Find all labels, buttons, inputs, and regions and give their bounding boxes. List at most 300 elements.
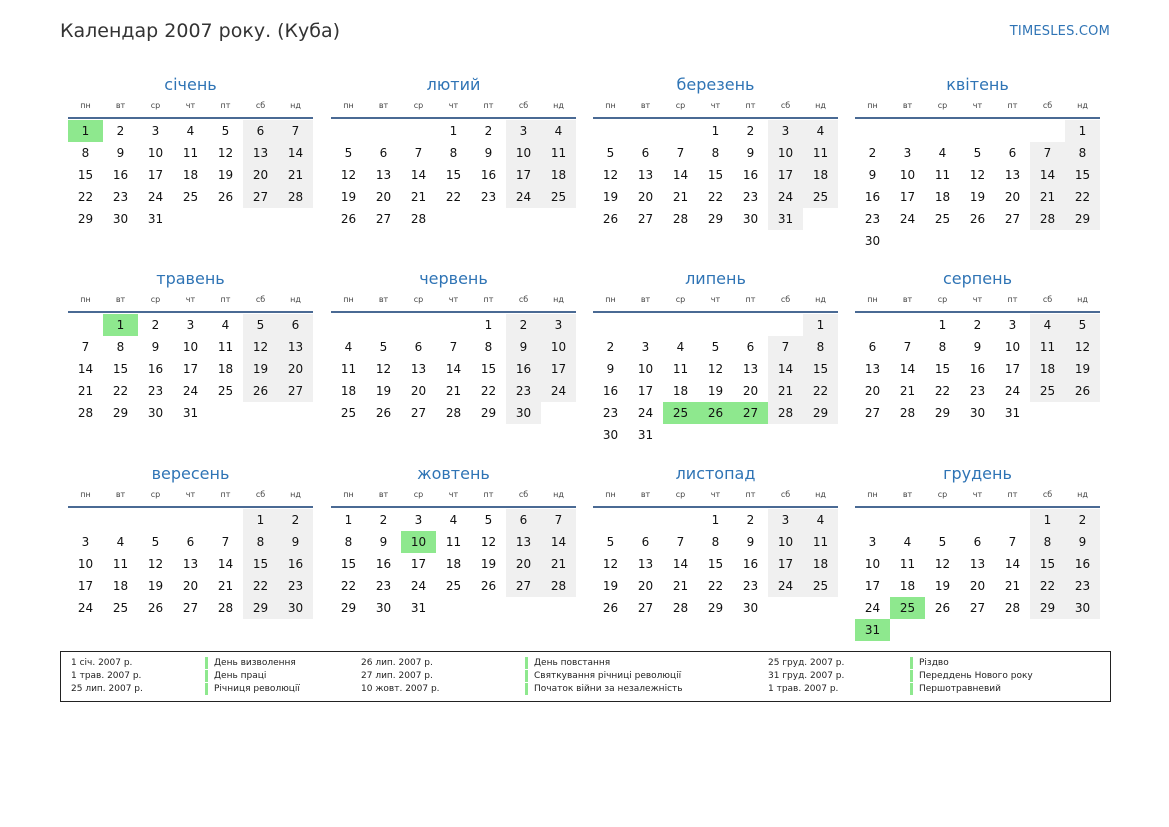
day-cell: 24 bbox=[768, 186, 803, 208]
day-cell: 8 bbox=[81, 146, 90, 160]
month-block bbox=[593, 463, 838, 619]
day-cell: 2 bbox=[746, 124, 755, 138]
day-cell: 7 bbox=[449, 340, 458, 354]
day-cell: 1 bbox=[711, 124, 720, 138]
day-cell: 27 bbox=[182, 601, 199, 615]
weekday-label: пт bbox=[220, 101, 231, 110]
day-cell: 5 bbox=[484, 513, 493, 527]
day-cell: 17 bbox=[541, 358, 576, 380]
day-cell: 2 bbox=[506, 314, 541, 336]
day-cell: 2 bbox=[973, 318, 982, 332]
day-cell: 7 bbox=[81, 340, 90, 354]
day-empty bbox=[925, 120, 960, 142]
day-cell: 13 bbox=[637, 557, 654, 571]
day-cell: 7 bbox=[414, 146, 423, 160]
day-cell: 21 bbox=[899, 384, 916, 398]
weekday-label: чт bbox=[448, 101, 459, 110]
weekday-label: сб bbox=[255, 101, 266, 110]
day-cell: 24 bbox=[768, 575, 803, 597]
day-cell: 6 bbox=[243, 120, 278, 142]
day-cell: 14 bbox=[541, 531, 576, 553]
day-cell: 17 bbox=[768, 164, 803, 186]
day-cell: 15 bbox=[803, 358, 838, 380]
weekday-label: вт bbox=[115, 101, 126, 110]
day-cell: 26 bbox=[1065, 380, 1100, 402]
day-empty bbox=[960, 509, 995, 531]
day-cell: 31 bbox=[147, 212, 164, 226]
day-cell: 21 bbox=[541, 553, 576, 575]
day-cell: 24 bbox=[1004, 384, 1021, 398]
day-cell: 19 bbox=[969, 190, 986, 204]
day-cell: 28 bbox=[672, 601, 689, 615]
day-cell: 12 bbox=[602, 168, 619, 182]
day-cell: 8 bbox=[711, 146, 720, 160]
day-cell: 19 bbox=[243, 358, 278, 380]
weekday-label: нд bbox=[815, 295, 826, 304]
day-cell: 16 bbox=[602, 384, 619, 398]
day-cell: 11 bbox=[934, 168, 951, 182]
day-cell: 8 bbox=[711, 535, 720, 549]
day-cell: 23 bbox=[969, 384, 986, 398]
month-block bbox=[593, 74, 838, 230]
weekday-label: сб bbox=[518, 490, 529, 499]
day-cell: 29 bbox=[77, 212, 94, 226]
day-cell: 20 bbox=[506, 553, 541, 575]
day-cell: 4 bbox=[116, 535, 125, 549]
weekday-label: сб bbox=[518, 101, 529, 110]
month-block bbox=[855, 463, 1100, 641]
day-cell: 2 bbox=[746, 513, 755, 527]
day-cell: 10 bbox=[147, 146, 164, 160]
day-cell: 21 bbox=[672, 190, 689, 204]
day-cell: 14 bbox=[768, 358, 803, 380]
weekday-label: ср bbox=[937, 295, 948, 304]
day-cell: 18 bbox=[803, 164, 838, 186]
day-cell: 27 bbox=[410, 406, 427, 420]
weekday-label: пн bbox=[867, 490, 878, 499]
weekday-header bbox=[331, 293, 576, 313]
weekday-label: чт bbox=[185, 295, 196, 304]
day-cell: 20 bbox=[637, 190, 654, 204]
day-cell: 3 bbox=[541, 314, 576, 336]
day-cell: 9 bbox=[379, 535, 388, 549]
day-cell: 23 bbox=[864, 212, 881, 226]
weekday-label: вт bbox=[902, 295, 913, 304]
day-cell: 9 bbox=[116, 146, 125, 160]
day-cell: 24 bbox=[899, 212, 916, 226]
day-cell: 11 bbox=[899, 557, 916, 571]
day-cell: 12 bbox=[217, 146, 234, 160]
day-empty bbox=[366, 120, 401, 142]
day-empty bbox=[593, 509, 628, 531]
day-cell: 3 bbox=[506, 120, 541, 142]
day-cell: 14 bbox=[672, 168, 689, 182]
day-cell: 23 bbox=[742, 579, 759, 593]
day-cell: 26 bbox=[480, 579, 497, 593]
day-cell: 5 bbox=[151, 535, 160, 549]
day-cell: 5 bbox=[243, 314, 278, 336]
day-cell: 26 bbox=[217, 190, 234, 204]
day-cell: 9 bbox=[1065, 531, 1100, 553]
month-block bbox=[331, 74, 576, 230]
day-cell: 18 bbox=[803, 553, 838, 575]
day-cell: 16 bbox=[278, 553, 313, 575]
day-cell: 16 bbox=[1065, 553, 1100, 575]
day-cell: 20 bbox=[864, 384, 881, 398]
day-cell: 19 bbox=[934, 579, 951, 593]
day-empty bbox=[628, 509, 663, 531]
day-cell: 14 bbox=[217, 557, 234, 571]
day-cell: 2 bbox=[379, 513, 388, 527]
day-cell: 16 bbox=[742, 168, 759, 182]
day-empty bbox=[960, 120, 995, 142]
weekday-label: нд bbox=[290, 295, 301, 304]
day-empty bbox=[890, 509, 925, 531]
weekday-label: чт bbox=[972, 295, 983, 304]
weekday-header bbox=[68, 488, 313, 508]
day-cell: 17 bbox=[768, 553, 803, 575]
day-cell: 21 bbox=[217, 579, 234, 593]
day-cell: 13 bbox=[410, 362, 427, 376]
day-cell: 29 bbox=[112, 406, 129, 420]
day-cell: 12 bbox=[480, 535, 497, 549]
day-cell: 20 bbox=[375, 190, 392, 204]
day-cell: 1 bbox=[711, 513, 720, 527]
day-cell: 7 bbox=[541, 509, 576, 531]
day-cell: 22 bbox=[340, 579, 357, 593]
day-cell: 25 bbox=[112, 601, 129, 615]
day-cell: 23 bbox=[742, 190, 759, 204]
day-cell: 16 bbox=[969, 362, 986, 376]
day-cell: 11 bbox=[803, 142, 838, 164]
day-cell: 13 bbox=[278, 336, 313, 358]
legend-holiday-name: Різдво bbox=[910, 657, 949, 669]
weekday-label: чт bbox=[972, 490, 983, 499]
month-name: грудень bbox=[943, 464, 1012, 483]
weekday-header bbox=[855, 488, 1100, 508]
day-empty bbox=[698, 314, 733, 336]
weekday-label: сб bbox=[518, 295, 529, 304]
day-cell: 13 bbox=[506, 531, 541, 553]
weekday-label: ср bbox=[413, 101, 424, 110]
weekday-label: вт bbox=[378, 295, 389, 304]
day-cell: 3 bbox=[641, 340, 650, 354]
legend-date: 25 груд. 2007 р. bbox=[768, 658, 845, 668]
month-name: лютий bbox=[426, 75, 481, 94]
day-cell: 18 bbox=[672, 384, 689, 398]
day-cell: 28 bbox=[1030, 208, 1065, 230]
day-cell: 11 bbox=[445, 535, 462, 549]
day-cell: 18 bbox=[445, 557, 462, 571]
weekday-label: пт bbox=[745, 295, 756, 304]
day-empty bbox=[173, 509, 208, 531]
weekday-label: нд bbox=[815, 101, 826, 110]
legend-date: 10 жовт. 2007 р. bbox=[361, 684, 440, 694]
day-cell: 11 bbox=[112, 557, 129, 571]
day-empty bbox=[68, 314, 103, 336]
day-empty bbox=[208, 509, 243, 531]
day-cell: 23 bbox=[147, 384, 164, 398]
day-cell: 8 bbox=[116, 340, 125, 354]
day-cell: 25 bbox=[182, 190, 199, 204]
weekday-label: пт bbox=[1007, 295, 1018, 304]
day-cell: 22 bbox=[243, 575, 278, 597]
day-cell: 31 bbox=[1004, 406, 1021, 420]
weekday-label: чт bbox=[448, 295, 459, 304]
weekday-label: пн bbox=[605, 295, 616, 304]
weekday-label: сб bbox=[780, 101, 791, 110]
day-cell: 29 bbox=[1030, 597, 1065, 619]
day-cell: 13 bbox=[1004, 168, 1021, 182]
day-cell: 30 bbox=[742, 212, 759, 226]
day-cell: 16 bbox=[375, 557, 392, 571]
day-empty bbox=[366, 314, 401, 336]
weekday-label: пн bbox=[343, 295, 354, 304]
day-cell: 15 bbox=[480, 362, 497, 376]
weekday-label: пн bbox=[605, 101, 616, 110]
day-cell: 13 bbox=[864, 362, 881, 376]
day-cell: 4 bbox=[1030, 314, 1065, 336]
weekday-label: нд bbox=[815, 490, 826, 499]
day-cell: 10 bbox=[1004, 340, 1021, 354]
day-cell: 24 bbox=[637, 406, 654, 420]
day-cell: 9 bbox=[484, 146, 493, 160]
days-grid bbox=[855, 120, 1100, 252]
day-cell: 24 bbox=[410, 579, 427, 593]
weekday-label: сб bbox=[780, 295, 791, 304]
day-cell: 6 bbox=[414, 340, 423, 354]
day-cell: 24 bbox=[864, 601, 881, 615]
day-cell: 26 bbox=[602, 601, 619, 615]
day-cell: 26 bbox=[340, 212, 357, 226]
day-cell: 18 bbox=[112, 579, 129, 593]
day-cell: 15 bbox=[1065, 164, 1100, 186]
day-cell: 15 bbox=[340, 557, 357, 571]
weekday-header bbox=[331, 99, 576, 119]
day-cell: 11 bbox=[803, 531, 838, 553]
day-cell: 31 bbox=[410, 601, 427, 615]
day-cell: 9 bbox=[746, 146, 755, 160]
day-empty bbox=[768, 314, 803, 336]
day-cell: 4 bbox=[803, 120, 838, 142]
day-cell: 13 bbox=[375, 168, 392, 182]
day-cell: 25 bbox=[217, 384, 234, 398]
day-empty bbox=[331, 120, 366, 142]
day-cell: 23 bbox=[112, 190, 129, 204]
day-cell: 17 bbox=[182, 362, 199, 376]
day-cell: 30 bbox=[506, 402, 541, 424]
day-cell: 13 bbox=[182, 557, 199, 571]
day-cell: 3 bbox=[151, 124, 160, 138]
day-cell: 16 bbox=[864, 190, 881, 204]
weekday-label: ср bbox=[937, 490, 948, 499]
day-cell: 6 bbox=[868, 340, 877, 354]
day-cell: 22 bbox=[934, 384, 951, 398]
day-cell: 25 bbox=[340, 406, 357, 420]
legend-holiday-name: Святкування річниці революції bbox=[525, 670, 681, 682]
day-cell: 2 bbox=[1065, 509, 1100, 531]
day-cell-holiday: 26 bbox=[698, 402, 733, 424]
day-cell: 7 bbox=[768, 336, 803, 358]
day-cell: 19 bbox=[602, 190, 619, 204]
day-empty bbox=[331, 314, 366, 336]
weekday-label: пн bbox=[80, 490, 91, 499]
day-cell-holiday: 1 bbox=[103, 314, 138, 336]
day-cell: 11 bbox=[1030, 336, 1065, 358]
day-cell: 25 bbox=[803, 186, 838, 208]
day-cell: 20 bbox=[1004, 190, 1021, 204]
day-cell: 8 bbox=[344, 535, 353, 549]
day-empty bbox=[138, 509, 173, 531]
day-cell: 10 bbox=[768, 531, 803, 553]
day-cell: 17 bbox=[77, 579, 94, 593]
day-cell: 6 bbox=[641, 146, 650, 160]
day-cell: 6 bbox=[973, 535, 982, 549]
weekday-label: ср bbox=[150, 490, 161, 499]
day-cell: 24 bbox=[77, 601, 94, 615]
day-cell: 6 bbox=[278, 314, 313, 336]
day-cell: 19 bbox=[375, 384, 392, 398]
legend-date: 25 лип. 2007 р. bbox=[71, 684, 143, 694]
days-grid bbox=[593, 120, 838, 230]
weekday-header bbox=[331, 488, 576, 508]
day-cell: 28 bbox=[77, 406, 94, 420]
month-name: вересень bbox=[151, 464, 230, 483]
day-cell: 8 bbox=[1030, 531, 1065, 553]
day-cell: 12 bbox=[375, 362, 392, 376]
day-cell: 18 bbox=[541, 164, 576, 186]
days-grid bbox=[68, 120, 313, 230]
weekday-label: сб bbox=[255, 295, 266, 304]
day-cell: 22 bbox=[480, 384, 497, 398]
day-cell: 15 bbox=[707, 557, 724, 571]
day-cell-holiday: 1 bbox=[68, 120, 103, 142]
day-cell: 4 bbox=[221, 318, 230, 332]
day-cell: 22 bbox=[1030, 575, 1065, 597]
day-empty bbox=[103, 509, 138, 531]
day-cell: 6 bbox=[379, 146, 388, 160]
day-cell: 10 bbox=[77, 557, 94, 571]
day-cell: 15 bbox=[77, 168, 94, 182]
day-cell: 17 bbox=[637, 384, 654, 398]
legend-date: 26 лип. 2007 р. bbox=[361, 658, 433, 668]
day-cell: 19 bbox=[147, 579, 164, 593]
day-cell: 27 bbox=[278, 380, 313, 402]
day-cell: 16 bbox=[506, 358, 541, 380]
weekday-label: чт bbox=[710, 295, 721, 304]
day-cell: 1 bbox=[803, 314, 838, 336]
day-cell: 8 bbox=[1065, 142, 1100, 164]
weekday-label: вт bbox=[378, 101, 389, 110]
day-empty bbox=[401, 314, 436, 336]
weekday-label: пн bbox=[343, 490, 354, 499]
day-cell: 11 bbox=[340, 362, 357, 376]
day-cell-holiday: 27 bbox=[733, 402, 768, 424]
day-cell: 5 bbox=[606, 146, 615, 160]
day-cell: 2 bbox=[278, 509, 313, 531]
day-cell: 18 bbox=[340, 384, 357, 398]
site-link[interactable]: TIMESLES.COM bbox=[1009, 24, 1110, 39]
month-name: листопад bbox=[675, 464, 756, 483]
legend-holiday-name: День праці bbox=[205, 670, 266, 682]
day-empty bbox=[855, 120, 890, 142]
day-cell: 17 bbox=[1004, 362, 1021, 376]
day-cell: 14 bbox=[672, 557, 689, 571]
day-empty bbox=[663, 120, 698, 142]
day-empty bbox=[628, 314, 663, 336]
weekday-label: пн bbox=[867, 295, 878, 304]
weekday-label: вт bbox=[115, 490, 126, 499]
day-cell: 30 bbox=[147, 406, 164, 420]
weekday-label: чт bbox=[710, 490, 721, 499]
day-cell: 4 bbox=[938, 146, 947, 160]
day-cell: 30 bbox=[742, 601, 759, 615]
day-cell: 7 bbox=[278, 120, 313, 142]
day-cell: 12 bbox=[1065, 336, 1100, 358]
day-cell: 27 bbox=[637, 601, 654, 615]
day-cell: 19 bbox=[217, 168, 234, 182]
day-cell: 5 bbox=[344, 146, 353, 160]
day-cell: 11 bbox=[672, 362, 689, 376]
day-cell: 29 bbox=[480, 406, 497, 420]
day-cell: 4 bbox=[449, 513, 458, 527]
weekday-label: пн bbox=[605, 490, 616, 499]
day-cell: 3 bbox=[868, 535, 877, 549]
day-cell: 14 bbox=[1004, 557, 1021, 571]
day-cell: 13 bbox=[969, 557, 986, 571]
weekday-label: нд bbox=[553, 295, 564, 304]
day-cell: 28 bbox=[541, 575, 576, 597]
day-cell: 3 bbox=[903, 146, 912, 160]
day-cell: 16 bbox=[147, 362, 164, 376]
day-empty bbox=[855, 314, 890, 336]
day-cell: 18 bbox=[899, 579, 916, 593]
weekday-label: ср bbox=[413, 490, 424, 499]
day-cell: 25 bbox=[1030, 380, 1065, 402]
day-cell: 4 bbox=[676, 340, 685, 354]
day-cell: 1 bbox=[449, 124, 458, 138]
day-cell: 30 bbox=[1065, 597, 1100, 619]
day-cell: 2 bbox=[606, 340, 615, 354]
day-cell: 7 bbox=[221, 535, 230, 549]
legend-holiday-name: Переддень Нового року bbox=[910, 670, 1033, 682]
day-cell: 12 bbox=[969, 168, 986, 182]
day-cell: 24 bbox=[147, 190, 164, 204]
day-empty bbox=[925, 509, 960, 531]
day-cell: 3 bbox=[768, 120, 803, 142]
days-grid bbox=[593, 509, 838, 619]
day-cell: 20 bbox=[243, 164, 278, 186]
weekday-label: пт bbox=[1007, 490, 1018, 499]
day-cell: 8 bbox=[243, 531, 278, 553]
day-cell: 7 bbox=[676, 535, 685, 549]
month-block bbox=[593, 268, 838, 446]
day-empty bbox=[68, 509, 103, 531]
day-cell: 15 bbox=[707, 168, 724, 182]
day-cell: 9 bbox=[746, 535, 755, 549]
day-cell: 5 bbox=[379, 340, 388, 354]
day-cell: 5 bbox=[221, 124, 230, 138]
weekday-label: пн bbox=[343, 101, 354, 110]
day-cell: 15 bbox=[112, 362, 129, 376]
weekday-label: пн bbox=[867, 101, 878, 110]
day-cell: 16 bbox=[112, 168, 129, 182]
day-cell: 10 bbox=[864, 557, 881, 571]
day-cell: 19 bbox=[602, 579, 619, 593]
day-cell: 21 bbox=[445, 384, 462, 398]
day-cell: 3 bbox=[1008, 318, 1017, 332]
day-cell: 20 bbox=[182, 579, 199, 593]
